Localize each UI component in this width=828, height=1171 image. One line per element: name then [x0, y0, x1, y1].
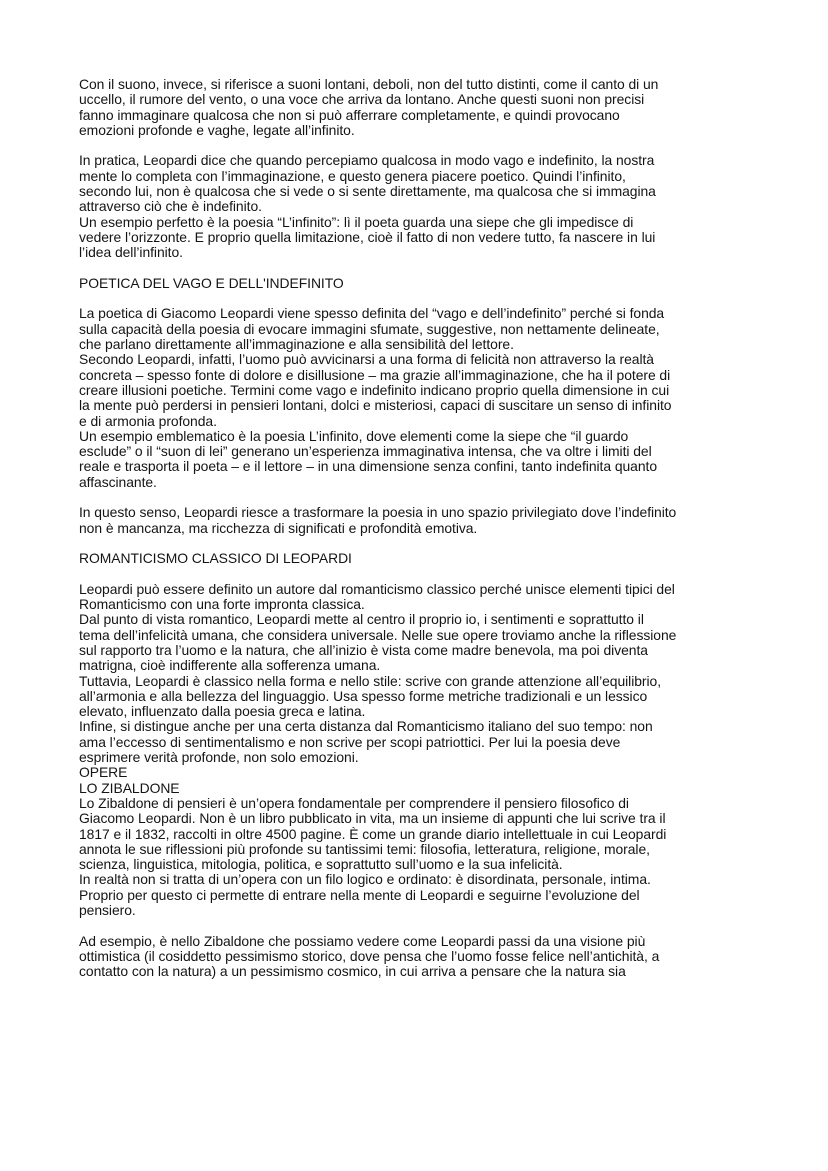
- text-line: scienza, linguistica, mitologia, politica, e soprattutto sull’uomo e la sua infelicità.: [79, 856, 563, 873]
- text-line: non è mancanza, ma ricchezza di significati e profondità emotiva.: [79, 519, 478, 536]
- text-line: In realtà non si tratta di un’opera con un filo logico e ordinato: è disordinata, personale, intima.: [79, 871, 651, 888]
- text-line: contatto con la natura) a un pessimismo cosmico, in cui arriva a pensare che la natura sia: [79, 963, 626, 980]
- text-line: annota le sue riflessioni più profonde su tantissimi temi: filosofia, letteratura, religione, morale,: [79, 840, 650, 857]
- text-line: attraverso ciò che è indefinito.: [79, 198, 262, 215]
- text-line: In pratica, Leopardi dice che quando percepiamo qualcosa in modo vago e indefinito, la nostra: [79, 152, 655, 169]
- text-line: mente lo completa con l’immaginazione, e questo genera piacere poetico. Quindi l’infinito,: [79, 167, 626, 184]
- text-line: all’armonia e alla bellezza del linguaggio. Usa spesso forme metriche tradizionali e un lessico: [79, 687, 648, 704]
- text-line: reale e trasporta il poeta – e il lettore – in una dimensione senza confini, tanto indefinita quanto: [79, 458, 658, 475]
- text-line: l’idea dell’infinito.: [79, 244, 183, 261]
- section-heading: LO ZIBALDONE: [79, 779, 180, 796]
- text-line: la mente può perdersi in pensieri lontani, dolci e misteriosi, capaci di suscitare un senso di infinito: [79, 397, 672, 414]
- document-page: [79, 77, 759, 980]
- text-line: Romanticismo con una forte impronta classica.: [79, 596, 365, 613]
- paragraph-gap: [79, 291, 759, 306]
- text-line: vedere l’orizzonte. E proprio quella limitazione, cioè il fatto di non vedere tutto, fa nascere in lui: [79, 228, 656, 245]
- text-line: Infine, si distingue anche per una certa distanza dal Romanticismo italiano del suo tempo: non: [79, 718, 653, 735]
- text-line: tema dell’infelicità umana, che considera universale. Nelle sue opere troviamo anche la riflessione: [79, 626, 677, 643]
- paragraph-gap: [79, 567, 759, 582]
- paragraph-gap: [79, 261, 759, 276]
- text-line: sul rapporto tra l’uomo e la natura, che all’inizio è vista come madre benevola, ma poi diventa: [79, 641, 648, 658]
- text-line: concreta – spesso fonte di dolore e disillusione – ma grazie all’immaginazione, che ha il potere di: [79, 366, 671, 383]
- text-line: La poetica di Giacomo Leopardi viene spesso definita del “vago e dell’indefinito” perché si fonda: [79, 305, 665, 322]
- text-line: ama l’eccesso di sentimentalismo e non scrive per scopi patriottici. Per lui la poesia deve: [79, 733, 621, 750]
- text-line: uccello, il rumore del vento, o una voce che arriva da lontano. Anche questi suoni non precisi: [79, 91, 645, 108]
- text-line: In questo senso, Leopardi riesce a trasformare la poesia in uno spazio privilegiato dove l’indefinito: [79, 504, 677, 521]
- text-line: Dal punto di vista romantico, Leopardi mette al centro il proprio io, i sentimenti e soprattutto il: [79, 611, 644, 628]
- text-line: Un esempio perfetto è la poesia “L’infinito”: lì il poeta guarda una siepe che gli impedisce di: [79, 213, 634, 230]
- text-line: pensiero.: [79, 902, 136, 919]
- text-line: Giacomo Leopardi. Non è un libro pubblicato in vita, ma un insieme di appunti che lui scrive tra il: [79, 810, 666, 827]
- text-line: Lo Zibaldone di pensieri è un’opera fondamentale per comprendere il pensiero filosofico di: [79, 794, 629, 811]
- section-heading: OPERE: [79, 764, 128, 781]
- text-line: Ad esempio, è nello Zibaldone che possiamo vedere come Leopardi passi da una visione più: [79, 932, 646, 949]
- paragraph-gap: [79, 536, 759, 551]
- text-line: creare illusioni poetiche. Termini come vago e indefinito indicano proprio quella dimensione in cui: [79, 381, 670, 398]
- text-line: e di armonia profonda.: [79, 412, 217, 429]
- text-line: sulla capacità della poesia di evocare immagini sfumate, suggestive, non nettamente delineate,: [79, 320, 660, 337]
- text-line: emozioni profonde e vaghe, legate all’infinito.: [79, 121, 355, 138]
- text-line: Con il suono, invece, si riferisce a suoni lontani, deboli, non del tutto distinti, come il canto di un: [79, 76, 659, 92]
- paragraph-gap: [79, 138, 759, 153]
- text-line: Leopardi può essere definito un autore dal romanticismo classico perché unisce elementi tipici del: [79, 580, 675, 597]
- text-line: fanno immaginare qualcosa che non si può afferrare completamente, e quindi provocano: [79, 106, 620, 123]
- section-heading: ROMANTICISMO CLASSICO DI LEOPARDI: [79, 550, 352, 567]
- text-line: esclude” o il “suon di lei” generano un’esperienza immaginativa intensa, che va oltre i limiti del: [79, 443, 652, 460]
- text-line: Un esempio emblematico è la poesia L’infinito, dove elementi come la siepe che “il guardo: [79, 427, 629, 444]
- text-line: matrigna, cioè indifferente alla sofferenza umana.: [79, 657, 381, 674]
- text-line: Secondo Leopardi, infatti, l’uomo può avvicinarsi a una forma di felicità non attraverso la realtà: [79, 351, 654, 368]
- text-line: ottimistica (il cosiddetto pessimismo storico, dove pensa che l’uomo fosse felice nell’antichità, a: [79, 947, 660, 964]
- text-line: affascinante.: [79, 473, 157, 490]
- text-line: secondo lui, non è qualcosa che si vede o si sente direttamente, ma qualcosa che si immagina: [79, 183, 656, 200]
- text-line: elevato, influenzato dalla poesia greca e latina.: [79, 703, 366, 720]
- text-line: Proprio per questo ci permette di entrare nella mente di Leopardi e seguirne l’evoluzione del: [79, 886, 640, 903]
- text-line: che parlano direttamente all’immaginazione e alla sensibilità del lettore.: [79, 336, 514, 353]
- text-line: 1817 e il 1832, raccolti in oltre 4500 pagine. È come un grande diario intellettuale in cui Leopardi: [79, 825, 667, 842]
- paragraph-gap: [79, 490, 759, 505]
- section-heading: POETICA DEL VAGO E DELL'INDEFINITO: [79, 274, 344, 291]
- text-line: Tuttavia, Leopardi è classico nella forma e nello stile: scrive con grande attenzione all’equilibrio,: [79, 672, 662, 689]
- text-line: esprimere verità profonde, non solo emozioni.: [79, 749, 359, 766]
- paragraph-gap: [79, 918, 759, 933]
